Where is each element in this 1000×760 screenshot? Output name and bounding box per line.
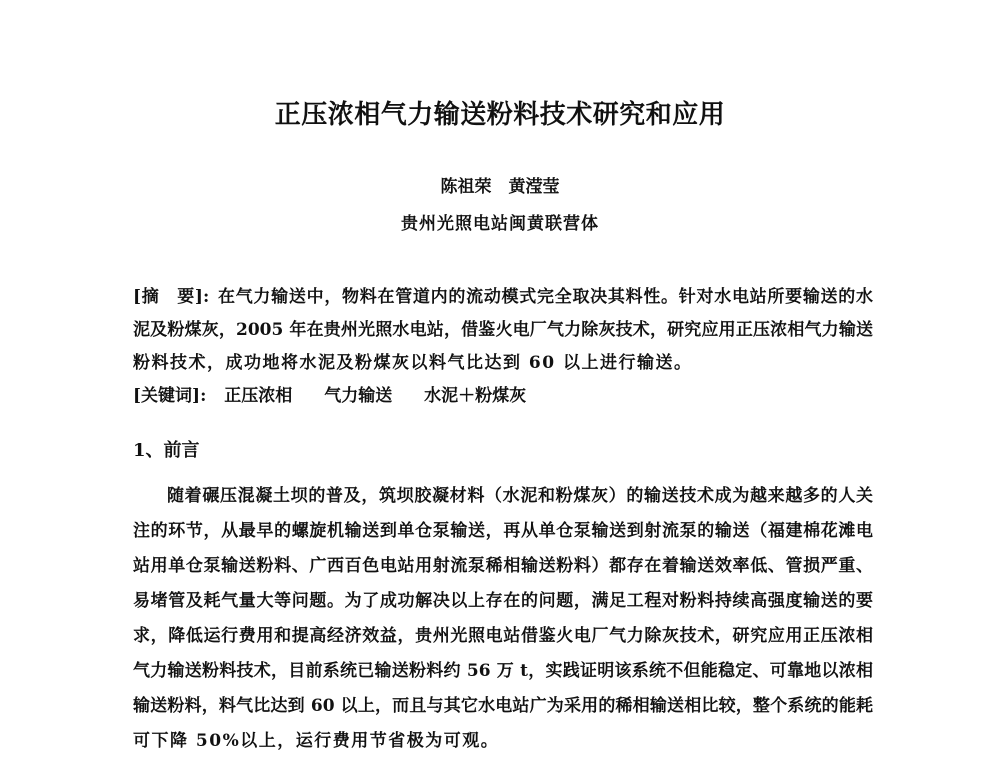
body-line: 易堵管及耗气量大等问题。为了成功解决以上存在的问题，满足工程对粉料持续高强度输送的要: [133, 591, 873, 611]
author-names: 陈祖荣 黄滢莹: [440, 177, 560, 197]
abstract-line: 粉料技术，成功地将水泥及粉煤灰以料气比达到 60 以上进行输送。: [133, 353, 693, 373]
keywords-label: [关键词]:: [133, 386, 207, 406]
body-line: 注的环节，从最早的螺旋机输送到单仓泵输送，再从单仓泵输送到射流泵的输送（福建棉花滩电: [133, 521, 873, 541]
body-line: 气力输送粉料技术，目前系统已输送粉料约 56 万 t，实践证明该系统不但能稳定、可靠地以浓相: [133, 661, 873, 681]
abstract-label: [摘 要]:: [133, 287, 210, 307]
paper-title: 正压浓相气力输送粉料技术研究和应用: [274, 100, 726, 130]
body-line: 可下降 50%以上，运行费用节省极为可观。: [133, 731, 500, 751]
section-heading: 1、前言: [133, 440, 200, 461]
body-line: 输送粉料，料气比达到 60 以上，而且与其它水电站广为采用的稀相输送相比较，整个系统的能耗: [133, 696, 873, 716]
body-line: 随着碾压混凝土坝的普及，筑坝胶凝材料（水泥和粉煤灰）的输送技术成为越来越多的人关: [167, 486, 873, 506]
keyword-item: 气力输送: [324, 386, 393, 406]
abstract: [133, 281, 873, 380]
abstract-line: 泥及粉煤灰，2005 年在贵州光照水电站，借鉴火电厂气力除灰技术，研究应用正压浓相气力输送: [133, 320, 873, 340]
body-paragraph: [133, 479, 873, 759]
body-line: 求，降低运行费用和提高经济效益，贵州光照电站借鉴火电厂气力除灰技术，研究应用正压浓相: [133, 626, 873, 646]
body-line: 站用单仓泵输送粉料、广西百色电站用射流泵稀相输送粉料）都存在着输送效率低、管损严重、: [133, 556, 873, 576]
keyword-item: 正压浓相: [224, 386, 293, 406]
abstract-text: 在气力输送中，物料在管道内的流动模式完全取决其料性。针对水电站所要输送的水: [217, 287, 873, 307]
abstract-line: [133, 281, 873, 314]
author-affiliation: 贵州光照电站闽黄联营体: [401, 214, 599, 234]
keyword-item: 水泥＋粉煤灰: [424, 386, 527, 406]
keywords: [133, 380, 873, 413]
